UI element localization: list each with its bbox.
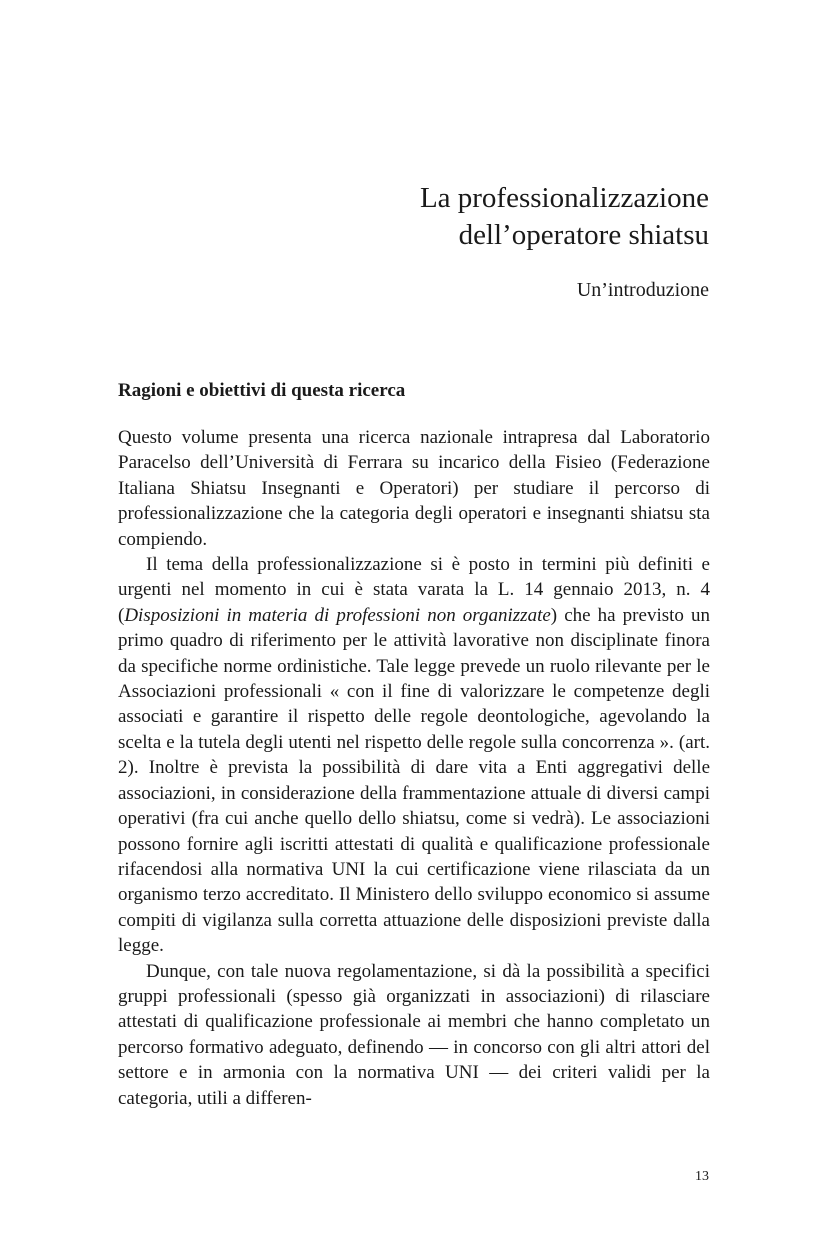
page-number: 13 [695, 1169, 709, 1184]
chapter-subtitle: Un’introduzione [576, 279, 709, 301]
paragraph-2-text-end: ) che ha previsto un primo quadro di riferimento per le attività lavorative non disciplinate finora da specifiche norme ordinistiche. Tale legge prevede un ruolo rilevante per le Associazioni professionali « con il fine di valorizzare le competenze degli associati e garantire il rispetto delle regole deontologiche, agevolando la scelta e la tutela degli utenti nel rispetto delle regole sulla concorrenza ». (art. 2). Inoltre è prevista la possibilità di dare vita a Enti aggregativi delle associazioni, in considerazione della frammentazione attuale di diversi campi operativi (fra cui anche quello dello shiatsu, come si vedrà). Le associazioni possono fornire agli iscritti attestati di qualità e qualificazione professionale rifacendosi alla normativa UNI la cui certificazione viene rilasciata da un organismo terzo accreditato. Il Ministero dello sviluppo economico si assume compiti di vigilanza sulla corretta attuazione delle disposizioni previste dalla legge. [118, 604, 710, 957]
chapter-title-line-2: dell’operatore shiatsu [458, 219, 709, 251]
body-text [118, 425, 710, 1111]
chapter-title [420, 180, 709, 254]
paragraph-1: Questo volume presenta una ricerca nazionale intrapresa dal Laboratorio Paracelso dell’Università di Ferrara su incarico della Fisieo (Federazione Italiana Shiatsu Insegnanti e Operatori) per studiare il percorso di professionalizzazione che la categoria degli operatori e insegnanti shiatsu sta compiendo. [118, 427, 710, 550]
chapter-title-line-1: La professionalizzazione [419, 182, 709, 214]
paragraph-2-text-start: Il tema della professionalizzazione si è posto in termini più definiti e urgenti nel momento in cui è stata varata la L. 14 gennaio 2013, n. 4 ( [118, 554, 710, 626]
paragraph-3: Dunque, con tale nuova regolamentazione, si dà la possibilità a specifici gruppi professionali (spesso già organizzati in associazioni) di rilasciare attestati di qualificazione professionale ai membri che hanno completato un percorso formativo adeguato, definendo — in concorso con gli altri attori del settore e in armonia con la normativa UNI — dei criteri validi per la categoria, utili a differen- [118, 960, 710, 1109]
section-heading: Ragioni e obiettivi di questa ricerca [118, 380, 406, 401]
paragraph-2 [118, 552, 710, 959]
law-title-italic: Disposizioni in materia di professioni non organizzate [124, 604, 551, 626]
